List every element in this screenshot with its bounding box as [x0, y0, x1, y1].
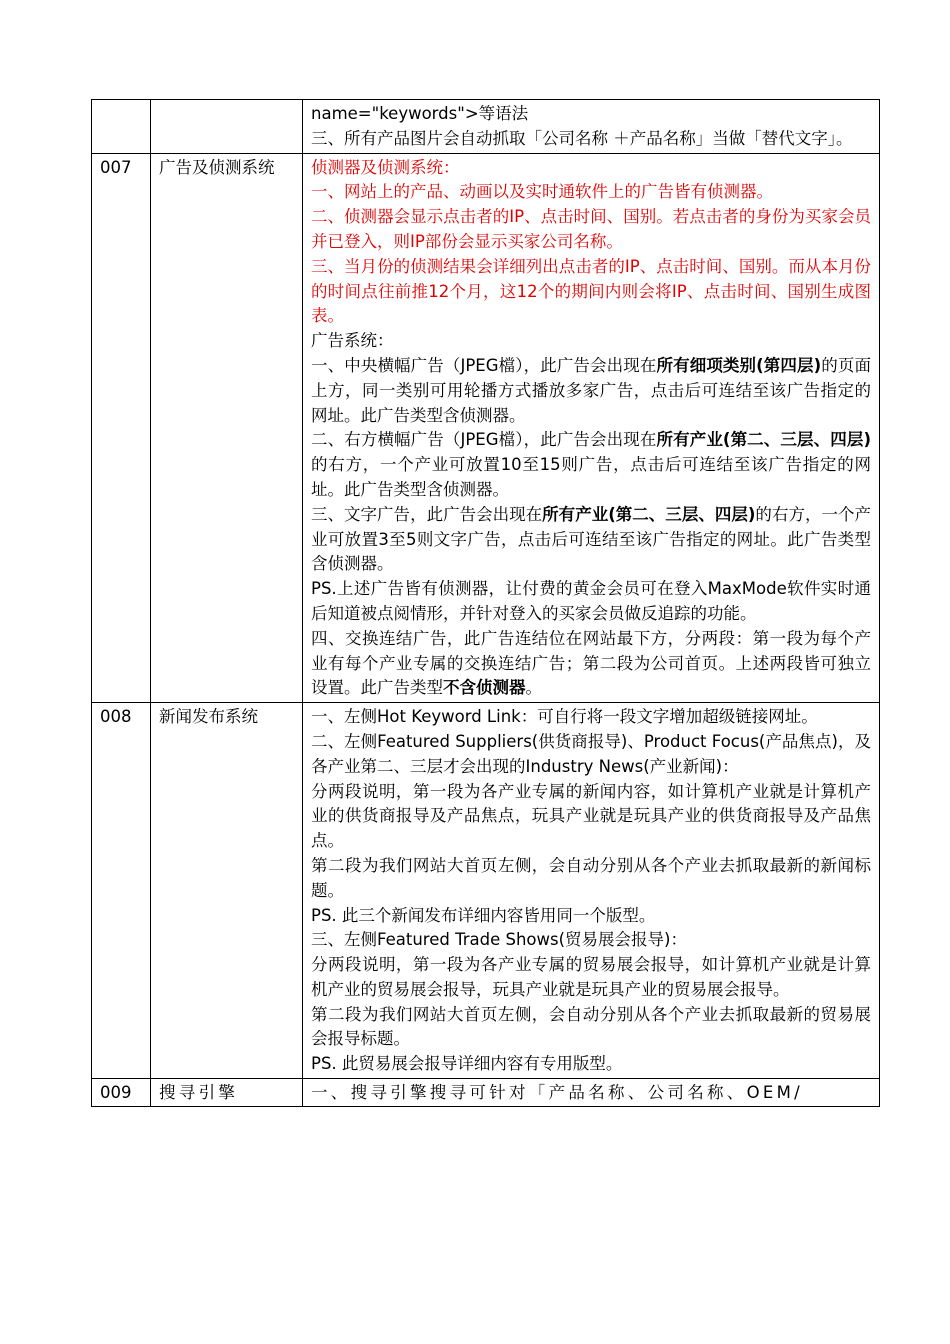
id-cell — [92, 1079, 151, 1107]
bold-text: 所有细项类别(第四层) — [656, 355, 822, 375]
spec-table — [91, 99, 880, 1107]
paragraph: 一、搜寻引擎搜寻可针对「产品名称、公司名称、OEM/ — [311, 1083, 804, 1103]
name-cell — [151, 100, 303, 154]
paragraph: 三、所有产品图片会自动抓取「公司名称 ＋产品名称」当做「替代文字」。 — [311, 128, 853, 148]
text-run: 三、文字广告，此广告会出现在 — [311, 504, 543, 524]
text-run: 的右方，一个产业可放置10至15则广告，点击后可连结至该广告指定的网址。此广告类型含侦测器。 — [311, 455, 871, 499]
id-cell — [92, 100, 151, 154]
paragraph — [311, 627, 871, 701]
paragraph: 一、左侧Hot Keyword Link：可自行将一段文字增加超级链接网址。 — [311, 707, 818, 727]
paragraph: 三、当月份的侦测结果会详细列出点击者的IP、点击时间、国别。而从本月份的时间点往前推12个月，这12个的期间内则会将IP、点击时间、国别生成图表。 — [311, 256, 871, 326]
table-row — [92, 153, 880, 703]
paragraph: 二、侦测器会显示点击者的IP、点击时间、国别。若点击者的身份为买家会员并已登入，则IP部份会显示买家公司名称。 — [311, 207, 871, 251]
paragraph: 三、左侧Featured Trade Shows(贸易展会报导)： — [311, 930, 687, 950]
text-run: 二、右方横幅广告（JPEG檔），此广告会出现在 — [311, 430, 657, 450]
content-cell — [303, 100, 880, 154]
row-name: 广告及侦测系统 — [159, 157, 275, 177]
ad-title: 广告系统： — [311, 331, 394, 351]
row-name: 新闻发布系统 — [159, 707, 258, 727]
id-cell — [92, 703, 151, 1079]
name-cell — [151, 153, 303, 703]
row-id: 009 — [100, 1083, 132, 1103]
paragraph: PS.上述广告皆有侦测器，让付费的黄金会员可在登入MaxMode软件实时通后知道被点阅情形，并针对登入的买家会员做反追踪的功能。 — [311, 579, 871, 623]
paragraph: 分两段说明，第一段为各产业专属的贸易展会报导，如计算机产业就是计算机产业的贸易展会报导，玩具产业就是玩具产业的贸易展会报导。 — [311, 955, 871, 999]
row-id: 007 — [100, 157, 132, 177]
row-id: 008 — [100, 707, 132, 727]
bold-text: 所有产业(第二、三层、四层) — [542, 504, 756, 524]
row-name: 搜寻引擎 — [159, 1083, 239, 1103]
paragraph — [311, 428, 871, 502]
text-run: 的右方，一个产业可放置3至5则文字广告，点击后可连结至该广告指定的网址。此广告类型含侦测器。 — [311, 504, 872, 574]
id-cell — [92, 153, 151, 703]
text-run: 。 — [525, 678, 542, 698]
table-row — [92, 703, 880, 1079]
paragraph: 分两段说明，第一段为各产业专属的新闻内容，如计算机产业就是计算机产业的供货商报导及产品焦点，玩具产业就是玩具产业的供货商报导及产品焦点。 — [311, 781, 871, 851]
detector-title: 侦测器及侦测系统： — [311, 157, 460, 177]
content-cell — [303, 703, 880, 1079]
name-cell — [151, 703, 303, 1079]
table-row — [92, 1079, 880, 1107]
content-cell — [303, 1079, 880, 1107]
paragraph — [311, 354, 871, 428]
paragraph: name="keywords">等语法 — [311, 104, 529, 123]
paragraph: 第二段为我们网站大首页左侧，会自动分别从各个产业去抓取最新的贸易展会报导标题。 — [311, 1004, 871, 1049]
paragraph: 一、网站上的产品、动画以及实时通软件上的广告皆有侦测器。 — [311, 182, 773, 202]
content-cell — [303, 153, 880, 703]
paragraph: PS. 此贸易展会报导详细内容有专用版型。 — [311, 1054, 623, 1074]
paragraph: 二、左侧Featured Suppliers(供货商报导)、Product Focus(产品焦点)，及各产业第二、三层才会出现的Industry News(产业新闻)： — [311, 731, 871, 776]
paragraph: 第二段为我们网站大首页左侧，会自动分别从各个产业去抓取最新的新闻标题。 — [311, 855, 871, 900]
text-run: 的页面上方，同一类别可用轮播方式播放多家广告，点击后可连结至该广告指定的网址。此广告类型含侦测器。 — [311, 355, 872, 425]
bold-text: 不含侦测器 — [443, 678, 526, 698]
paragraph: PS. 此三个新闻发布详细内容皆用同一个版型。 — [311, 905, 656, 925]
bold-text: 所有产业(第二、三层、四层) — [656, 430, 871, 450]
table-row — [92, 100, 880, 154]
text-run: 四、交换连结广告，此广告连结位在网站最下方，分两段：第一段为每个产业有每个产业专属的交换连结广告；第二段为公司首页。上述两段皆可独立设置。此广告类型 — [311, 628, 871, 698]
name-cell — [151, 1079, 303, 1107]
text-run: 一、中央横幅广告（JPEG檔），此广告会出现在 — [311, 355, 657, 375]
paragraph — [311, 503, 871, 577]
